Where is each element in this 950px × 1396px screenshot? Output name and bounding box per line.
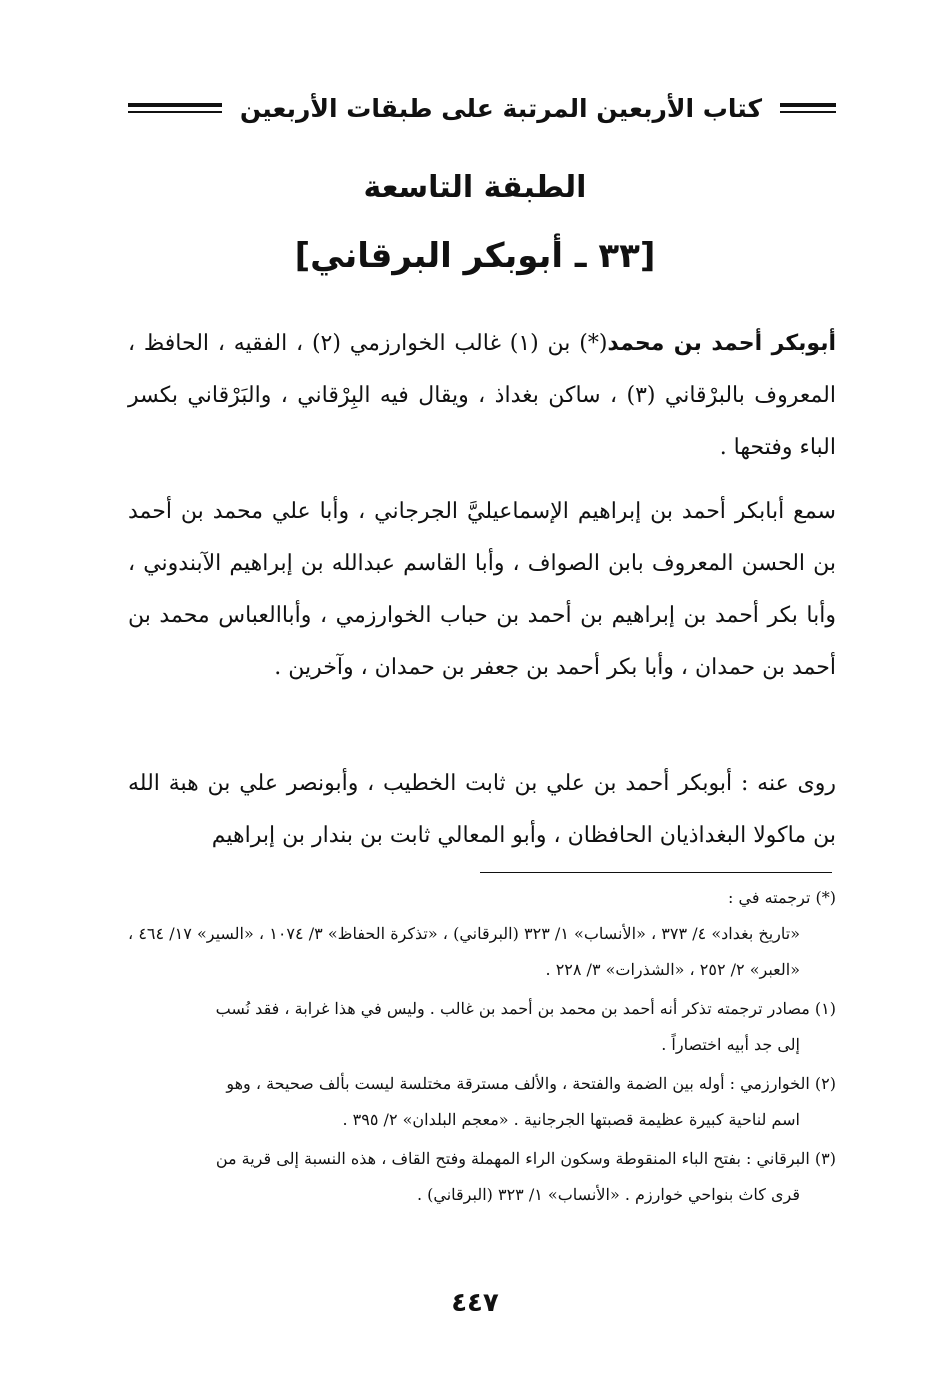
footnotes [128, 880, 836, 1216]
paragraph-students: روى عنه : أبوبكر أحمد بن علي بن ثابت الخطيب ، وأبونصر علي بن هبة الله بن ماكولا البغداذيان الحافظان ، وأبو المعالي ثابت بن بندار بن إبراهيم [128, 771, 836, 848]
footnote-text: الخوارزمي : أوله بين الضمة والفتحة ، والألف مسترقة مختلسة ليست بألف صحيحة ، وهو [226, 1074, 810, 1093]
footnote-star [128, 880, 836, 988]
footnote-marker: (٣) [814, 1149, 836, 1168]
footnote-text: ترجمته في : [728, 888, 811, 907]
footnote-1 [128, 991, 836, 1063]
footnote-marker: (٢) [814, 1074, 836, 1093]
footnote-text: مصادر ترجمته تذكر أنه أحمد بن محمد بن أحمد بن غالب . وليس في هذا غرابة ، فقد نُسب [215, 999, 810, 1018]
entry-title: [٣٣ ـ أبوبكر البرقاني] [294, 236, 656, 276]
footnote-3 [128, 1141, 836, 1213]
header-rule-right [780, 103, 836, 113]
subject-name: أبوبكر أحمد بن محمد [607, 331, 836, 356]
footnote-continuation: إلى جد أبيه اختصاراً . [661, 1035, 800, 1054]
paragraph-biography [128, 318, 836, 474]
running-header [128, 88, 836, 128]
footnote-continuation: اسم لناحية كبيرة عظيمة قصبتها الجرجانية . «معجم البلدان» ٢/ ٣٩٥ . [342, 1110, 800, 1129]
biography-text: (*) بن (١) غالب الخوارزمي (٢) ، الفقيه ، الحافظ ، المعروف بالبرْقاني (٣) ، ساكن بغداذ ، ويقال فيه البِرْقاني ، والبَرْقاني بكسر الباء وفتحها . [128, 331, 836, 460]
footnote-continuation: قرى كاث بنواحي خوارزم . «الأنساب» ١/ ٣٢٣ (البرقاني) . [416, 1185, 800, 1204]
footnote-divider [480, 872, 832, 873]
footnote-marker: (١) [814, 999, 836, 1018]
paragraph-teachers: سمع أبابكر أحمد بن إبراهيم الإسماعيليَّ الجرجاني ، وأبا علي محمد بن أحمد بن الحسن المعروف بابن الصواف ، وأبا القاسم عبدالله بن إبراهيم الآبندوني ، وأبا بكر أحمد بن إبراهيم بن أحمد بن حباب الخوارزمي ، وأباالعباس محمد بن أحمد بن حمدان ، وأبا بكر أحمد بن جعفر بن حمدان ، وآخرين . [128, 499, 836, 680]
header-rule-left [128, 103, 222, 113]
running-title: كتاب الأربعين المرتبة على طبقات الأربعين [239, 93, 762, 123]
footnote-text: البرقاني : بفتح الباء المنقوطة وسكون الراء المهملة وفتح القاف ، هذه النسبة إلى قرية من [215, 1149, 810, 1168]
footnote-2 [128, 1066, 836, 1138]
footnote-continuation: «تاريخ بغداد» ٤/ ٣٧٣ ، «الأنساب» ١/ ٣٢٣ (البرقاني) ، «تذكرة الحفاظ» ٣/ ١٠٧٤ ، «السير» ١٧/ ٤٦٤ ، «العبر» ٢/ ٢٥٢ ، «الشذرات» ٣/ ٢٢٨ . [128, 924, 801, 979]
footnote-marker: (*) [815, 888, 836, 907]
page-number: ٤٤٧ [451, 1288, 499, 1318]
section-title: الطبقة التاسعة [363, 170, 587, 205]
